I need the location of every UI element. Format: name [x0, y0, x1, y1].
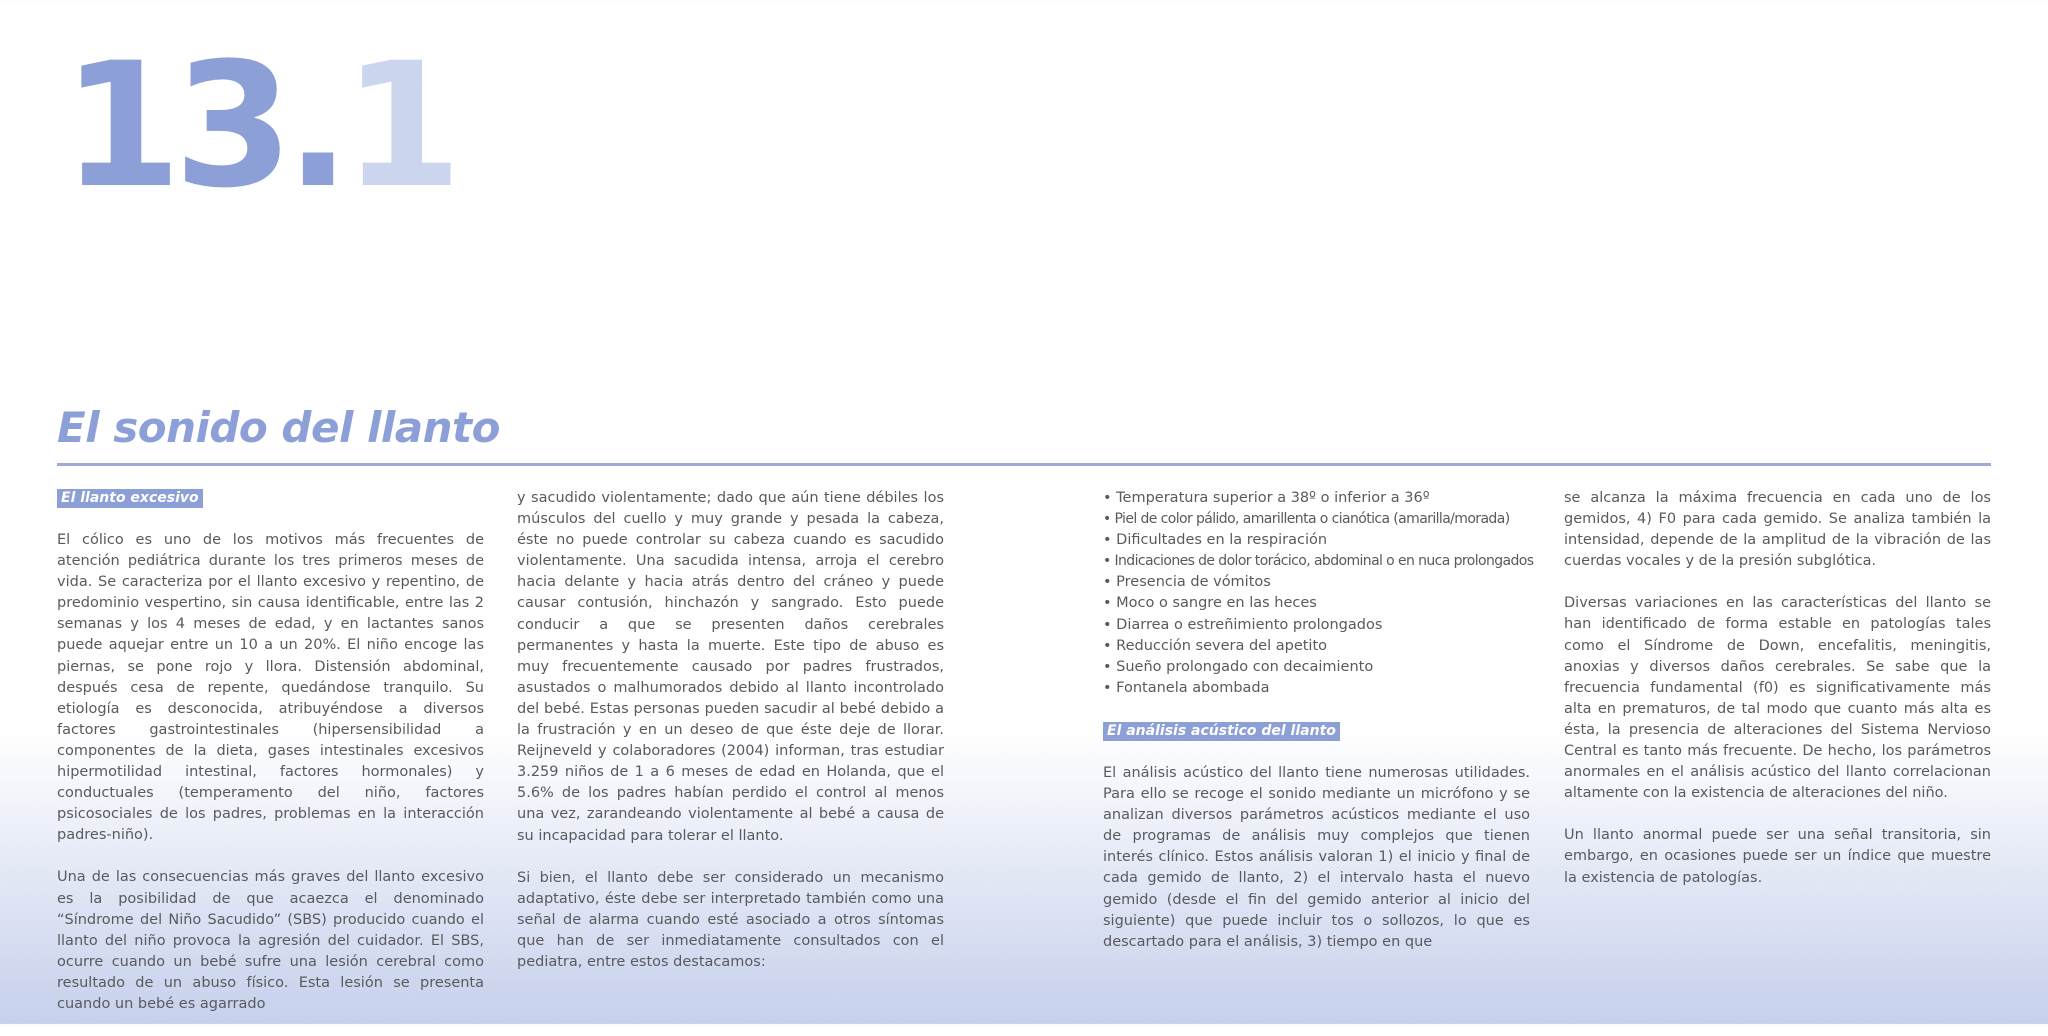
paragraph: Diversas variaciones en las características del llanto se han identificado de forma estable en patologías tales como el Síndrome de Down, encefalitis, meningitis, anoxias y diversos daños cerebrales. Se sabe que la frecuencia fundamental (f0) es significativamente más alta en prematuros, de tal modo que cuanto más alta es ésta, la presencia de alteraciones del Sistema Nervioso Central es tanto más frecuente. De hecho, los parámetros anormales en el análisis acústico del llanto correlacionan altamente con la existencia de alteraciones del niño. — [1564, 595, 1991, 802]
text-column-2 — [517, 488, 944, 994]
paragraph: El análisis acústico del llanto tiene numerosas utilidades. Para ello se recoge el sonido mediante un micrófono y se analizan diversos parámetros acústicos mediante el uso de programas de análisis muy complejos que tienen interés clínico. Estos análisis valoran 1) el inicio y final de cada gemido de llanto, 2) el intervalo hasta el nuevo gemido (desde el fin del gemido anterior al inicio del siguiente) que puede incluir tos o sollozos, lo que es descartado para el análisis, 3) tiempo en que — [1103, 764, 1530, 950]
list-item: • Temperatura superior a 38º o inferior a 36º — [1103, 490, 1430, 506]
text-column-4 — [1564, 488, 1991, 910]
list-item: • Piel de color pálido, amarillenta o cianótica (amarilla/morada) — [1103, 511, 1510, 528]
section-heading-analisis-acustico: El análisis acústico del llanto — [1103, 722, 1340, 741]
title-divider — [57, 463, 1991, 466]
symptom-list — [1103, 488, 1534, 699]
paragraph: Una de las consecuencias más graves del llanto excesivo es la posibilidad de que acaezca el denominado “Síndrome del Niño Sacudido” (SBS) producido cuando el llanto del niño provoca la agresión del cuidador. El SBS, ocurre cuando un bebé sufre una lesión cerebral como resultado de un abuso físico. Esta lesión se presenta cuando un bebé es agarrado — [57, 869, 484, 1012]
page-title: El sonido del llanto — [57, 403, 500, 452]
paragraph: El cólico es uno de los motivos más frecuentes de atención pediátrica durante los tres primeros meses de vida. Se caracteriza por el llanto excesivo y repentino, de predominio vespertino, sin causa identificable, entre las 2 semanas y los 4 meses de edad, y en lactantes sanos puede aquejar entre un 10 a un 20%. El niño encoge las piernas, se pone rojo y llora. Distensión abdominal, después cesa de repente, quedándose tranquilo. Su etiología es desconocida, atribuyéndose a diversos factores gastrointestinales (hipersensibilidad a componentes de la dieta, gases intestinales excesivos hipermotilidad intestinal, factores hormonales) y conductuales (temperamento del niño, factores psicosociales de los padres, problemas en la interacción padres-niño). — [57, 532, 484, 844]
text-column-3 — [1103, 488, 1534, 974]
paragraph: se alcanza la máxima frecuencia en cada uno de los gemidos, 4) F0 para cada gemido. Se analiza también la intensidad, depende de la amplitud de la vibración de las cuerdas vocales y de la presión subglótica. — [1564, 490, 1991, 570]
list-item: • Reducción severa del apetito — [1103, 637, 1328, 654]
list-item: • Indicaciones de dolor torácico, abdominal o en nuca prolongados — [1103, 553, 1534, 570]
list-item: • Sueño prolongado con decaimiento — [1103, 658, 1374, 675]
paragraph: Un llanto anormal puede ser una señal transitoria, sin embargo, en ocasiones puede ser un índice que muestre la existencia de patologías. — [1564, 827, 1991, 886]
list-item: • Dificultades en la respiración — [1103, 532, 1328, 549]
list-item: • Presencia de vómitos — [1103, 574, 1271, 591]
chapter-number-minor: 1 — [342, 25, 455, 226]
chapter-number — [62, 25, 455, 226]
list-item: • Fontanela abombada — [1103, 679, 1270, 696]
chapter-number-major: 13. — [62, 25, 343, 226]
paragraph: Si bien, el llanto debe ser considerado un mecanismo adaptativo, éste debe ser interpretado también como una señal de alarma cuando esté asociado a otros síntomas que han de ser inmediatamente consultados con el pediatra, entre estos destacamos: — [517, 869, 944, 970]
list-item: • Diarrea o estreñimiento prolongados — [1103, 616, 1383, 633]
list-item: • Moco o sangre en las heces — [1103, 595, 1317, 612]
text-column-1 — [57, 488, 484, 1036]
paragraph: y sacudido violentamente; dado que aún tiene débiles los músculos del cuello y muy grande y pesada la cabeza, éste no puede controlar su cabeza cuando es sacudido violentamente. Una sacudida intensa, arroja el cerebro hacia delante y hacia atrás dentro del cráneo y puede causar contusión, hinchazón y sangrado. Esto puede conducir a que se presenten daños cerebrales permanentes y hasta la muerte. Este tipo de abuso es muy frecuentemente causado por padres frustrados, asustados o malhumorados debido al llanto incontrolado del bebé. Estas personas pueden sacudir al bebé debido a la frustración y en un deseo de que éste deje de llorar. Reijneveld y colaboradores (2004) informan, tras estudiar 3.259 niños de 1 a 6 meses de edad en Holanda, que el 5.6% de los padres habían perdido el control al menos una vez, zarandeando violentamente al bebé a causa de su incapacidad para tolerar el llanto. — [517, 490, 944, 844]
section-heading-llanto-excesivo: El llanto excesivo — [57, 489, 203, 508]
